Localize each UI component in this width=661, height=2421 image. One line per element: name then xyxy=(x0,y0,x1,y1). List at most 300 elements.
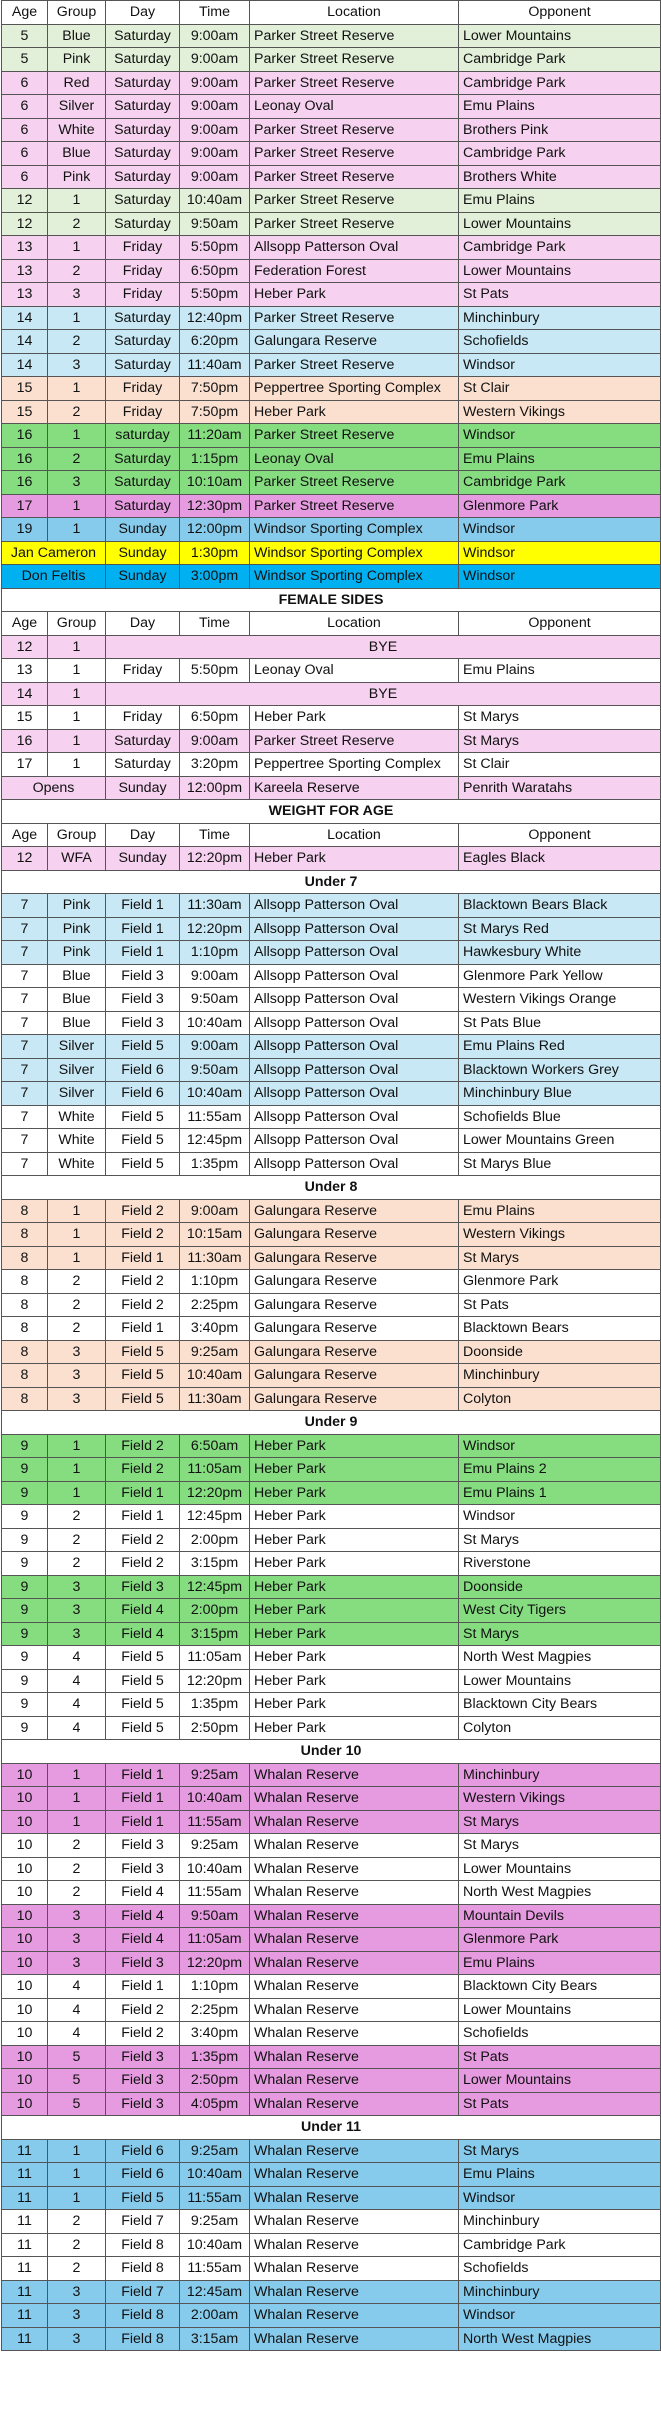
cell-age: 7 xyxy=(2,1035,48,1059)
cell-location: Whalan Reserve xyxy=(250,1975,459,1999)
cell-age: 11 xyxy=(2,2327,48,2351)
cell-day: Field 4 xyxy=(106,1622,180,1646)
cell-group: 1 xyxy=(48,1199,106,1223)
cell-opponent: St Marys xyxy=(459,1528,661,1552)
cell-day: Sunday xyxy=(106,565,180,589)
fixture-row xyxy=(2,212,661,236)
cell-time: 9:00am xyxy=(180,1199,250,1223)
cell-group: 4 xyxy=(48,1716,106,1740)
cell-location: Heber Park xyxy=(250,1622,459,1646)
cell-location: Parker Street Reserve xyxy=(250,212,459,236)
cell-time: 11:30am xyxy=(180,1387,250,1411)
cell-day: Saturday xyxy=(106,353,180,377)
cell-location: Whalan Reserve xyxy=(250,1904,459,1928)
cell-group: Red xyxy=(48,71,106,95)
cell-location: Allsopp Patterson Oval xyxy=(250,917,459,941)
cell-opponent: Brothers White xyxy=(459,165,661,189)
cell-day: Field 3 xyxy=(106,2092,180,2116)
column-header-group: Group xyxy=(48,1,106,25)
cell-group: 1 xyxy=(48,236,106,260)
cell-opponent: St Clair xyxy=(459,377,661,401)
cell-time: 12:30pm xyxy=(180,494,250,518)
cell-day: Field 2 xyxy=(106,1293,180,1317)
cell-group: Blue xyxy=(48,1011,106,1035)
cell-location: Peppertree Sporting Complex xyxy=(250,753,459,777)
cell-time: 12:40pm xyxy=(180,306,250,330)
cell-opponent: St Pats xyxy=(459,2045,661,2069)
cell-age: 8 xyxy=(2,1223,48,1247)
fixture-row xyxy=(2,1881,661,1905)
cell-day: Field 2 xyxy=(106,1199,180,1223)
fixture-row xyxy=(2,236,661,260)
fixture-row xyxy=(2,1270,661,1294)
fixture-row xyxy=(2,2186,661,2210)
cell-group: Pink xyxy=(48,917,106,941)
cell-day: Field 7 xyxy=(106,2280,180,2304)
fixture-row xyxy=(2,1387,661,1411)
cell-opponent: Minchinbury xyxy=(459,2210,661,2234)
cell-time: 9:00am xyxy=(180,118,250,142)
cell-age: 7 xyxy=(2,1152,48,1176)
fixture-row xyxy=(2,1622,661,1646)
cell-location: Whalan Reserve xyxy=(250,2069,459,2093)
cell-group: 2 xyxy=(48,1317,106,1341)
fixture-row xyxy=(2,1834,661,1858)
cell-age: 7 xyxy=(2,1105,48,1129)
cell-opponent: Blacktown Workers Grey xyxy=(459,1058,661,1082)
cell-group: 3 xyxy=(48,2280,106,2304)
cell-age: 10 xyxy=(2,2045,48,2069)
cell-group: 2 xyxy=(48,330,106,354)
fixture-row xyxy=(2,1716,661,1740)
cell-group: 4 xyxy=(48,1998,106,2022)
cell-location: Heber Park xyxy=(250,847,459,871)
cell-day: Saturday xyxy=(106,471,180,495)
cell-time: 3:15am xyxy=(180,2327,250,2351)
cell-opponent: St Pats xyxy=(459,283,661,307)
cell-group: 2 xyxy=(48,447,106,471)
cell-location: Whalan Reserve xyxy=(250,2304,459,2328)
cell-age: 8 xyxy=(2,1364,48,1388)
cell-age: 6 xyxy=(2,71,48,95)
cell-group: 2 xyxy=(48,259,106,283)
cell-group: 3 xyxy=(48,1387,106,1411)
cell-age: 8 xyxy=(2,1246,48,1270)
fixture-row xyxy=(2,1763,661,1787)
cell-time: 10:40am xyxy=(180,2233,250,2257)
cell-location: Windsor Sporting Complex xyxy=(250,565,459,589)
cell-time: 2:25pm xyxy=(180,1293,250,1317)
cell-time: 11:55am xyxy=(180,1881,250,1905)
cell-location: Allsopp Patterson Oval xyxy=(250,1011,459,1035)
cell-opponent: Cambridge Park xyxy=(459,2233,661,2257)
cell-day: Field 5 xyxy=(106,1693,180,1717)
cell-group: 1 xyxy=(48,659,106,683)
cell-day: Friday xyxy=(106,236,180,260)
cell-group: 3 xyxy=(48,2304,106,2328)
column-header-row xyxy=(2,1,661,25)
fixture-row xyxy=(2,1317,661,1341)
cell-opponent: Glenmore Park Yellow xyxy=(459,964,661,988)
cell-location: Whalan Reserve xyxy=(250,1881,459,1905)
fixture-row xyxy=(2,424,661,448)
cell-time: 9:25am xyxy=(180,2210,250,2234)
cell-group: 1 xyxy=(48,1763,106,1787)
cell-age: 12 xyxy=(2,847,48,871)
cell-group: 2 xyxy=(48,1270,106,1294)
cell-location: Parker Street Reserve xyxy=(250,48,459,72)
cell-day: Field 3 xyxy=(106,2069,180,2093)
cell-age: 10 xyxy=(2,1904,48,1928)
cell-group: 3 xyxy=(48,1575,106,1599)
cell-group: 4 xyxy=(48,1646,106,1670)
cell-group: 1 xyxy=(48,494,106,518)
cell-age: 16 xyxy=(2,424,48,448)
cell-time: 9:50am xyxy=(180,988,250,1012)
cell-day: Saturday xyxy=(106,306,180,330)
cell-time: 1:15pm xyxy=(180,447,250,471)
cell-location: Allsopp Patterson Oval xyxy=(250,941,459,965)
cell-time: 12:20pm xyxy=(180,1951,250,1975)
fixture-row xyxy=(2,1975,661,1999)
cell-time: 9:25am xyxy=(180,1340,250,1364)
fixture-row xyxy=(2,706,661,730)
cell-time: 9:25am xyxy=(180,1834,250,1858)
cell-day: Saturday xyxy=(106,189,180,213)
fixture-row xyxy=(2,1199,661,1223)
cell-location: Galungara Reserve xyxy=(250,1293,459,1317)
cell-age: 12 xyxy=(2,212,48,236)
fixture-row xyxy=(2,1246,661,1270)
cell-day: Field 2 xyxy=(106,1458,180,1482)
column-header-opponent: Opponent xyxy=(459,612,661,636)
cell-group: 2 xyxy=(48,400,106,424)
cell-time: 3:20pm xyxy=(180,753,250,777)
section-title: Under 7 xyxy=(2,870,661,894)
cell-day: Field 8 xyxy=(106,2233,180,2257)
cell-time: 3:40pm xyxy=(180,2022,250,2046)
cell-opponent: Windsor xyxy=(459,518,661,542)
cell-location: Allsopp Patterson Oval xyxy=(250,236,459,260)
section-title: FEMALE SIDES xyxy=(2,588,661,612)
cell-opponent: Doonside xyxy=(459,1575,661,1599)
fixture-row xyxy=(2,306,661,330)
column-header-opponent: Opponent xyxy=(459,1,661,25)
fixture-row xyxy=(2,1575,661,1599)
cell-day: Friday xyxy=(106,400,180,424)
cell-location: Windsor Sporting Complex xyxy=(250,541,459,565)
cell-age: 10 xyxy=(2,2022,48,2046)
cell-group: Blue xyxy=(48,988,106,1012)
cell-time: 12:20pm xyxy=(180,917,250,941)
cell-day: Saturday xyxy=(106,48,180,72)
cell-opponent: Minchinbury xyxy=(459,2280,661,2304)
cell-age: 10 xyxy=(2,1857,48,1881)
cell-time: 9:50am xyxy=(180,212,250,236)
cell-age: 13 xyxy=(2,283,48,307)
cell-group: 1 xyxy=(48,518,106,542)
cell-day: Saturday xyxy=(106,729,180,753)
cell-age: 14 xyxy=(2,682,48,706)
cell-time: 7:50pm xyxy=(180,377,250,401)
cell-time: 9:50am xyxy=(180,1058,250,1082)
fixture-row xyxy=(2,118,661,142)
cell-time: 11:55am xyxy=(180,2186,250,2210)
cell-day: Field 3 xyxy=(106,988,180,1012)
cell-day: Saturday xyxy=(106,71,180,95)
fixture-row xyxy=(2,2092,661,2116)
cell-opponent: Minchinbury xyxy=(459,1364,661,1388)
cell-bye: BYE xyxy=(106,682,661,706)
fixture-row xyxy=(2,71,661,95)
cell-day: Field 1 xyxy=(106,894,180,918)
cell-opponent: St Marys xyxy=(459,706,661,730)
fixture-row xyxy=(2,494,661,518)
cell-age: 9 xyxy=(2,1693,48,1717)
cell-age: 7 xyxy=(2,1058,48,1082)
cell-opponent: Schofields xyxy=(459,2257,661,2281)
cell-location: Parker Street Reserve xyxy=(250,471,459,495)
cell-location: Heber Park xyxy=(250,1505,459,1529)
cell-group: 3 xyxy=(48,471,106,495)
column-header-day: Day xyxy=(106,823,180,847)
cell-age: 10 xyxy=(2,2092,48,2116)
cell-opponent: St Marys xyxy=(459,1834,661,1858)
cell-age: 10 xyxy=(2,1787,48,1811)
cell-age: 10 xyxy=(2,1810,48,1834)
column-header-group: Group xyxy=(48,612,106,636)
cell-day: Field 6 xyxy=(106,2139,180,2163)
cell-opponent: Cambridge Park xyxy=(459,236,661,260)
cell-day: Field 5 xyxy=(106,1152,180,1176)
cell-time: 7:50pm xyxy=(180,400,250,424)
cell-opponent: Lower Mountains xyxy=(459,1998,661,2022)
cell-opponent: Minchinbury xyxy=(459,1763,661,1787)
fixture-row xyxy=(2,142,661,166)
cell-group: Pink xyxy=(48,165,106,189)
fixture-row xyxy=(2,189,661,213)
cell-time: 3:00pm xyxy=(180,565,250,589)
section-title: Under 9 xyxy=(2,1411,661,1435)
cell-day: Field 5 xyxy=(106,1340,180,1364)
column-header-opponent: Opponent xyxy=(459,823,661,847)
fixture-row xyxy=(2,1152,661,1176)
fixture-row xyxy=(2,95,661,119)
cell-age: 8 xyxy=(2,1199,48,1223)
cell-location: Whalan Reserve xyxy=(250,1763,459,1787)
fixture-row xyxy=(2,1458,661,1482)
cell-location: Whalan Reserve xyxy=(250,2092,459,2116)
cell-day: Field 1 xyxy=(106,1481,180,1505)
cell-time: 10:15am xyxy=(180,1223,250,1247)
cell-opponent: Emu Plains Red xyxy=(459,1035,661,1059)
cell-day: Field 2 xyxy=(106,1528,180,1552)
cell-time: 1:35pm xyxy=(180,1693,250,1717)
column-header-location: Location xyxy=(250,823,459,847)
cell-location: Parker Street Reserve xyxy=(250,118,459,142)
cell-day: Field 6 xyxy=(106,2163,180,2187)
cell-opponent: Emu Plains xyxy=(459,659,661,683)
cell-age: 10 xyxy=(2,1998,48,2022)
cell-opponent: St Marys xyxy=(459,2139,661,2163)
cell-time: 9:00am xyxy=(180,95,250,119)
section-title-row xyxy=(2,870,661,894)
cell-opponent: Blacktown City Bears xyxy=(459,1975,661,1999)
cell-age: 9 xyxy=(2,1552,48,1576)
fixture-row xyxy=(2,2327,661,2351)
cell-location: Leonay Oval xyxy=(250,95,459,119)
cell-location: Heber Park xyxy=(250,1575,459,1599)
cell-opponent: Lower Mountains xyxy=(459,1857,661,1881)
cell-time: 11:05am xyxy=(180,1458,250,1482)
cell-age: 11 xyxy=(2,2233,48,2257)
cell-day: Field 1 xyxy=(106,1810,180,1834)
fixture-row xyxy=(2,1364,661,1388)
cell-time: 12:45pm xyxy=(180,1575,250,1599)
cell-location: Galungara Reserve xyxy=(250,1199,459,1223)
column-header-age: Age xyxy=(2,1,48,25)
cell-location: Whalan Reserve xyxy=(250,2022,459,2046)
section-title-row xyxy=(2,588,661,612)
cell-opponent: Emu Plains xyxy=(459,2163,661,2187)
cell-group: 4 xyxy=(48,2022,106,2046)
fixture-row xyxy=(2,2022,661,2046)
cell-day: Field 7 xyxy=(106,2210,180,2234)
cell-time: 12:45am xyxy=(180,2280,250,2304)
cell-opponent: Lower Mountains Green xyxy=(459,1129,661,1153)
cell-location: Heber Park xyxy=(250,1716,459,1740)
cell-location: Parker Street Reserve xyxy=(250,24,459,48)
cell-group: 2 xyxy=(48,1857,106,1881)
cell-opponent: Schofields xyxy=(459,2022,661,2046)
section-title: Under 11 xyxy=(2,2116,661,2140)
cell-age: 13 xyxy=(2,659,48,683)
cell-time: 12:20pm xyxy=(180,1481,250,1505)
cell-time: 10:40am xyxy=(180,1011,250,1035)
cell-age: 11 xyxy=(2,2210,48,2234)
fixture-row xyxy=(2,1011,661,1035)
cell-day: Field 3 xyxy=(106,1951,180,1975)
fixture-row xyxy=(2,541,661,565)
cell-location: Windsor Sporting Complex xyxy=(250,518,459,542)
cell-location: Heber Park xyxy=(250,1434,459,1458)
cell-group: 1 xyxy=(48,635,106,659)
cell-location: Galungara Reserve xyxy=(250,1364,459,1388)
cell-opponent: Minchinbury xyxy=(459,306,661,330)
cell-location: Whalan Reserve xyxy=(250,1834,459,1858)
cell-time: 12:20pm xyxy=(180,847,250,871)
cell-location: Whalan Reserve xyxy=(250,2233,459,2257)
cell-age: 9 xyxy=(2,1575,48,1599)
cell-day: Field 1 xyxy=(106,941,180,965)
fixture-row xyxy=(2,48,661,72)
fixture-row xyxy=(2,847,661,871)
fixture-row xyxy=(2,377,661,401)
cell-time: 10:40am xyxy=(180,1857,250,1881)
cell-opponent: St Marys xyxy=(459,1246,661,1270)
cell-time: 1:35pm xyxy=(180,1152,250,1176)
cell-time: 6:50am xyxy=(180,1434,250,1458)
cell-group: White xyxy=(48,1152,106,1176)
cell-age: 9 xyxy=(2,1622,48,1646)
cell-opponent: Glenmore Park xyxy=(459,1270,661,1294)
cell-opponent: Western Vikings xyxy=(459,400,661,424)
cell-opponent: St Pats xyxy=(459,2092,661,2116)
cell-time: 12:00pm xyxy=(180,518,250,542)
cell-group: Silver xyxy=(48,95,106,119)
cell-time: 11:55am xyxy=(180,1810,250,1834)
cell-age: 16 xyxy=(2,729,48,753)
fixture-row xyxy=(2,1293,661,1317)
fixture-table-body xyxy=(2,1,661,2351)
fixture-row xyxy=(2,283,661,307)
cell-opponent: Windsor xyxy=(459,1505,661,1529)
fixture-row xyxy=(2,1928,661,1952)
section-title: WEIGHT FOR AGE xyxy=(2,800,661,824)
cell-time: 9:00am xyxy=(180,71,250,95)
cell-day: Saturday xyxy=(106,118,180,142)
cell-group: 1 xyxy=(48,377,106,401)
cell-time: 11:05am xyxy=(180,1928,250,1952)
fixture-row xyxy=(2,894,661,918)
cell-age: 11 xyxy=(2,2280,48,2304)
cell-location: Whalan Reserve xyxy=(250,2186,459,2210)
cell-location: Allsopp Patterson Oval xyxy=(250,1058,459,1082)
cell-age: 9 xyxy=(2,1505,48,1529)
cell-opponent: Blacktown City Bears xyxy=(459,1693,661,1717)
cell-age: 11 xyxy=(2,2139,48,2163)
cell-age: 10 xyxy=(2,1951,48,1975)
cell-opponent: St Marys xyxy=(459,729,661,753)
cell-day: Field 2 xyxy=(106,1270,180,1294)
cell-day: Field 4 xyxy=(106,1599,180,1623)
cell-location: Heber Park xyxy=(250,1669,459,1693)
fixture-row xyxy=(2,1129,661,1153)
cell-group: 3 xyxy=(48,1599,106,1623)
cell-age: 13 xyxy=(2,259,48,283)
cell-group: 2 xyxy=(48,1834,106,1858)
cell-location: Whalan Reserve xyxy=(250,2210,459,2234)
cell-location: Allsopp Patterson Oval xyxy=(250,988,459,1012)
cell-day: Field 8 xyxy=(106,2327,180,2351)
cell-location: Whalan Reserve xyxy=(250,2257,459,2281)
cell-time: 3:40pm xyxy=(180,1317,250,1341)
column-header-time: Time xyxy=(180,823,250,847)
cell-time: 5:50pm xyxy=(180,236,250,260)
cell-location: Heber Park xyxy=(250,400,459,424)
cell-age: 7 xyxy=(2,1011,48,1035)
fixture-row xyxy=(2,2210,661,2234)
cell-day: Field 3 xyxy=(106,1575,180,1599)
cell-opponent: Blacktown Bears xyxy=(459,1317,661,1341)
cell-opponent: Mountain Devils xyxy=(459,1904,661,1928)
cell-day: Field 5 xyxy=(106,1669,180,1693)
cell-age: 7 xyxy=(2,941,48,965)
cell-time: 10:10am xyxy=(180,471,250,495)
cell-opponent: St Marys xyxy=(459,1622,661,1646)
cell-location: Allsopp Patterson Oval xyxy=(250,1105,459,1129)
cell-age: 7 xyxy=(2,894,48,918)
cell-age: 5 xyxy=(2,48,48,72)
cell-group: Silver xyxy=(48,1058,106,1082)
cell-opponent: Minchinbury Blue xyxy=(459,1082,661,1106)
column-header-age: Age xyxy=(2,823,48,847)
fixture-row xyxy=(2,2139,661,2163)
fixture-row xyxy=(2,941,661,965)
cell-time: 11:55am xyxy=(180,1105,250,1129)
cell-team: Opens xyxy=(2,776,106,800)
cell-opponent: Western Vikings xyxy=(459,1223,661,1247)
